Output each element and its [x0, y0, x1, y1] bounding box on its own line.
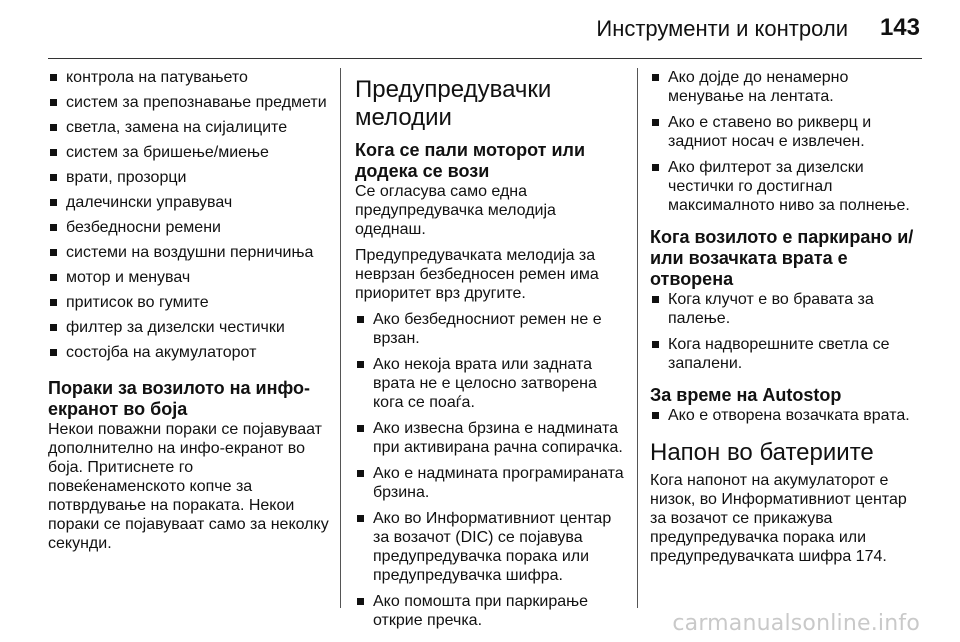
main-heading: Предупредувачки мелодии [355, 76, 552, 131]
list-item: Ако помошта при паркирање открие пречка. [355, 592, 625, 630]
column-divider-2 [637, 68, 638, 608]
list-item: Кога надворешните светла се запалени. [650, 335, 922, 373]
sub-heading: Кога возилото е паркирано и/или возачката врата е отворена [650, 227, 914, 289]
watermark: carmanualsonline.info [672, 611, 920, 636]
list-item: Ако дојде до ненамерно менување на лентата. [650, 68, 922, 106]
list-item: Ако е надмината програмираната брзина. [355, 464, 625, 502]
list-item: Ако е отворена возачката врата. [650, 406, 922, 425]
list-item: Ако некоја врата или задната врата не е целосно затворена кога се поаѓа. [355, 355, 625, 412]
header-title: Инструменти и контроли [596, 16, 848, 41]
bullet-list [48, 68, 330, 362]
list-item: контрола на патувањето [48, 68, 330, 87]
list-item: системи на воздушни перничиња [48, 243, 330, 262]
sub-heading: Кога се пали моторот или додека се вози [355, 140, 586, 181]
list-item: Ако извесна брзина е надмината при активирана рачна сопирачка. [355, 419, 625, 457]
paragraph: Се огласува само една предупредувачка мелодија одеднаш. [355, 183, 556, 238]
column-3 [650, 68, 922, 606]
list-item: систем за бришење/миење [48, 143, 330, 162]
list-item: состојба на акумулаторот [48, 343, 330, 362]
list-item: Ако во Информативниот центар за возачот (DIC) се појавува предупредувачка порака или предупредувачка шифра. [355, 509, 625, 585]
column-2 [355, 68, 625, 629]
list-item: притисок во гумите [48, 293, 330, 312]
bullet-list [650, 68, 922, 215]
bullet-list [650, 406, 922, 425]
sub-heading: За време на Autostop [650, 385, 842, 405]
header-rule [48, 58, 922, 59]
list-item: Ако е ставено во рикверц и задниот носач е извлечен. [650, 113, 922, 151]
list-item: Ако филтерот за дизелски честички го достигнал максималното ниво за полнење. [650, 158, 922, 215]
page-number: 143 [879, 14, 920, 41]
paragraph: Предупредувачката мелодија за неврзан безбедносен ремен има приоритет врз другите. [355, 247, 599, 302]
column-divider-1 [340, 68, 341, 608]
list-item: мотор и менувач [48, 268, 330, 287]
page-header [0, 0, 960, 60]
list-item: систем за препознавање предмети [48, 93, 330, 112]
list-item: филтер за дизелски честички [48, 318, 330, 337]
list-item: безбедносни ремени [48, 218, 330, 237]
list-item: врати, прозорци [48, 168, 330, 187]
list-item: светла, замена на сијалиците [48, 118, 330, 137]
section-heading: Пораки за возилото на инфо-екранот во боја [48, 378, 310, 419]
bullet-list [355, 310, 625, 630]
main-heading: Напон во батериите [650, 439, 874, 466]
bullet-list [650, 290, 922, 373]
paragraph: Кога напонот на акумулаторот е низок, во Информативниот центар за возачот се прикажува предупредувачка порака или предупредувачката шифра 174. [650, 472, 907, 565]
list-item: далечински управувач [48, 193, 330, 212]
column-1 [48, 68, 330, 606]
list-item: Кога клучот е во бравата за палење. [650, 290, 922, 328]
section-text: Некои поважни пораки се појавуваат дополнително на инфо-екранот во боја. Притиснете го повеќенаменскoто копче за потврдување на пораката. Некои пораки се појавуваат само за неколку секунди. [48, 421, 329, 552]
list-item: Ако безбедносниот ремен не е врзан. [355, 310, 625, 348]
